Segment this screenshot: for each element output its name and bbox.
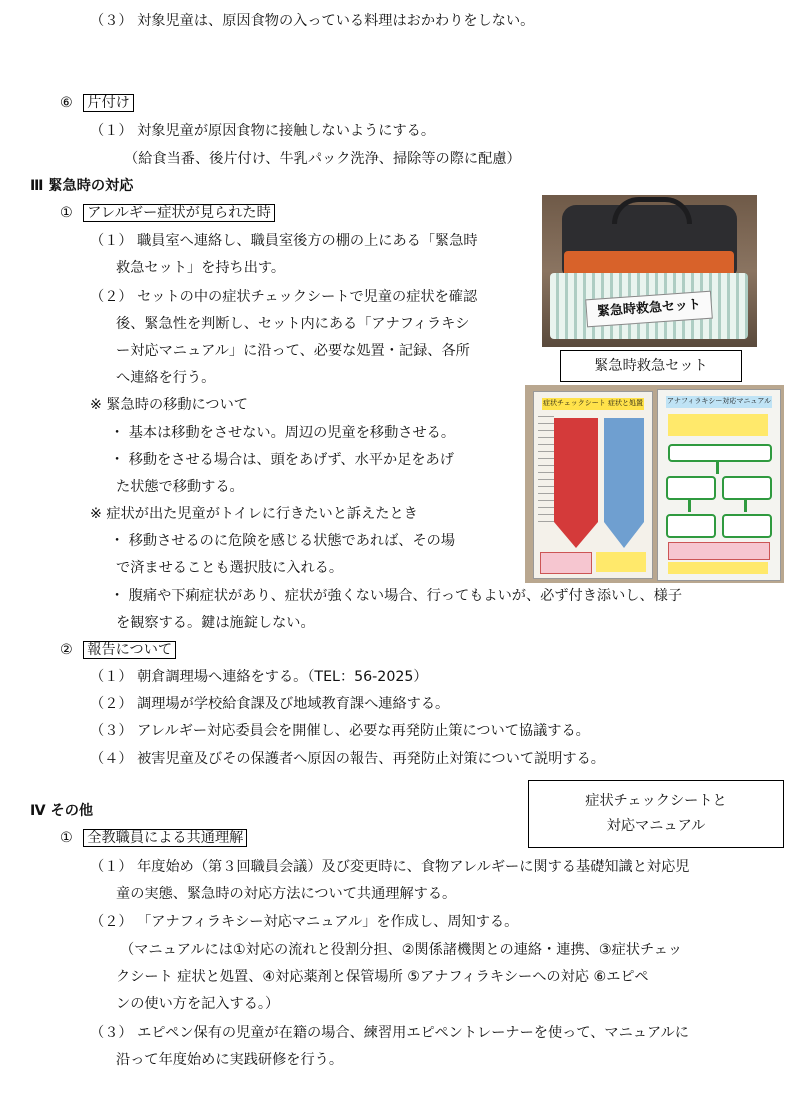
cleanup-heading [60, 94, 134, 112]
blue-column [604, 418, 644, 548]
sheet-caption-line1: 症状チェックシートと [585, 793, 727, 810]
s3-sub1-title: アレルギー症状が見られた時 [83, 204, 275, 222]
s3-note2-bullet2-line1: ・ 腹痛や下痢症状があり、症状が強くない場合、行ってもよいが、必ず付き添いし、様子 [110, 588, 683, 604]
meal-item-3: （３） 対象児童は、原因食物の入っている料理はおかわりをしない。 [90, 13, 535, 29]
check-sheet-photo [525, 385, 784, 583]
s3-item2-line4: へ連絡を行う。 [116, 370, 216, 386]
red-column [554, 418, 598, 548]
flow-box-2 [666, 476, 716, 500]
s3-note1-bullet2-line2: た状態で移動する。 [116, 479, 244, 495]
s4-item2-line4: ンの使い方を記入する。） [116, 996, 280, 1012]
s4-item1-line2: 童の実態、緊急時の対応方法について共通理解する。 [116, 886, 457, 902]
s3-sub2-item3: （３） アレルギー対応委員会を開催し、必要な再発防止策について協議する。 [90, 723, 590, 739]
manual-yellow-box-2 [668, 562, 768, 574]
s4-item1-line1: （１） 年度始め（第３回職員会議）及び変更時に、食物アレルギーに関する基礎知識と対応児 [90, 859, 690, 875]
bag-handle [612, 197, 692, 224]
s3-item1-line2: 救急セット」を持ち出す。 [116, 260, 286, 276]
check-sheet [533, 391, 653, 579]
emergency-kit-photo [542, 195, 757, 347]
manual-sheet [657, 389, 781, 581]
flow-line-1 [716, 460, 719, 474]
s3-sub2-heading [60, 641, 176, 659]
s3-note1-bullet2-line1: ・ 移動をさせる場合は、頭をあげず、水平か足をあげ [110, 452, 454, 468]
s3-sub2-item4: （４） 被害児童及びその保護者へ原因の報告、再発防止対策について説明する。 [90, 751, 605, 767]
s4-item3-line1: （３） エピペン保有の児童が在籍の場合、練習用エピペントレーナーを使って、マニュアルに [90, 1025, 689, 1041]
kit-caption: 緊急時救急セット [594, 357, 708, 374]
s3-note1-bullet1: ・ 基本は移動をさせない。周辺の児童を移動させる。 [110, 425, 456, 441]
s3-item2-line3: ー対応マニュアル」に沿って、必要な処置・記録、各所 [116, 343, 470, 359]
yellow-note [596, 552, 646, 572]
flow-box-1 [668, 444, 772, 462]
s3-sub2-item2: （２） 調理場が学校給食課及び地域教育課へ連絡する。 [90, 696, 450, 712]
manual-pink-box [668, 542, 770, 560]
s3-note2-title: ※ 症状が出た児童がトイレに行きたいと訴えたとき [90, 506, 418, 522]
s3-sub2-item1: （１） 朝倉調理場へ連絡をする。（TEL：56-2025） [90, 669, 428, 685]
sheet-caption-box [528, 780, 784, 848]
manual-title: アナフィラキシー対応マニュアル [666, 396, 772, 408]
section-4-title: Ⅳ その他 [30, 803, 94, 819]
s4-sub1-num: ① [60, 830, 73, 846]
flow-box-3 [722, 476, 772, 500]
s3-note1-title: ※ 緊急時の移動について [90, 397, 248, 413]
s4-sub1-title: 全教職員による共通理解 [83, 829, 247, 847]
s3-sub1-num: ① [60, 205, 73, 221]
s4-item3-line2: 沿って年度始めに実践研修を行う。 [116, 1052, 344, 1068]
flow-line-3 [744, 498, 747, 512]
sheet-lines [538, 416, 554, 526]
flow-box-4 [666, 514, 716, 538]
cleanup-title: 片付け [83, 94, 134, 112]
s3-sub2-title: 報告について [83, 641, 176, 659]
cleanup-item-1: （１） 対象児童が原因食物に接触しないようにする。 [90, 123, 436, 139]
kit-label: 緊急時救急セット [585, 291, 713, 328]
s4-item2-line2: （マニュアルには①対応の流れと役割分担、②関係諸機関との連絡・連携、③症状チェッ [120, 942, 683, 958]
s3-item2-line1: （２） セットの中の症状チェックシートで児童の症状を確認 [90, 289, 478, 305]
cleanup-num: ⑥ [60, 95, 73, 111]
pink-note [540, 552, 592, 574]
s3-item1-line1: （１） 職員室へ連絡し、職員室後方の棚の上にある「緊急時 [90, 233, 478, 249]
s3-note2-bullet1-line1: ・ 移動させるのに危険を感じる状態であれば、その場 [110, 533, 456, 549]
s3-note2-bullet2-line2: を観察する。鍵は施錠しない。 [116, 615, 315, 631]
s3-note2-bullet1-line2: で済ませることも選択肢に入れる。 [116, 560, 344, 576]
s3-sub1-heading [60, 204, 275, 222]
s4-sub1-heading [60, 829, 247, 847]
flow-line-2 [688, 498, 691, 512]
s4-item2-line1: （２） 「アナフィラキシー対応マニュアル」を作成し、周知する。 [90, 914, 519, 930]
s3-item2-line2: 後、緊急性を判断し、セット内にある「アナフィラキシ [116, 316, 470, 332]
cleanup-note: （給食当番、後片付け、牛乳パック洗浄、掃除等の際に配慮） [124, 151, 521, 167]
s3-sub2-num: ② [60, 642, 73, 658]
manual-yellow-box [668, 414, 768, 436]
flow-box-5 [722, 514, 772, 538]
s4-item2-line3: クシート 症状と処置、④対応薬剤と保管場所 ⑤アナフィラキシーへの対応 ⑥エピペ [116, 969, 649, 985]
sheet-caption-line2: 対応マニュアル [606, 818, 706, 834]
kit-caption-box [560, 350, 742, 382]
check-sheet-title: 症状チェックシート 症状と処置 [542, 398, 644, 410]
section-3-title: Ⅲ 緊急時の対応 [30, 178, 134, 194]
